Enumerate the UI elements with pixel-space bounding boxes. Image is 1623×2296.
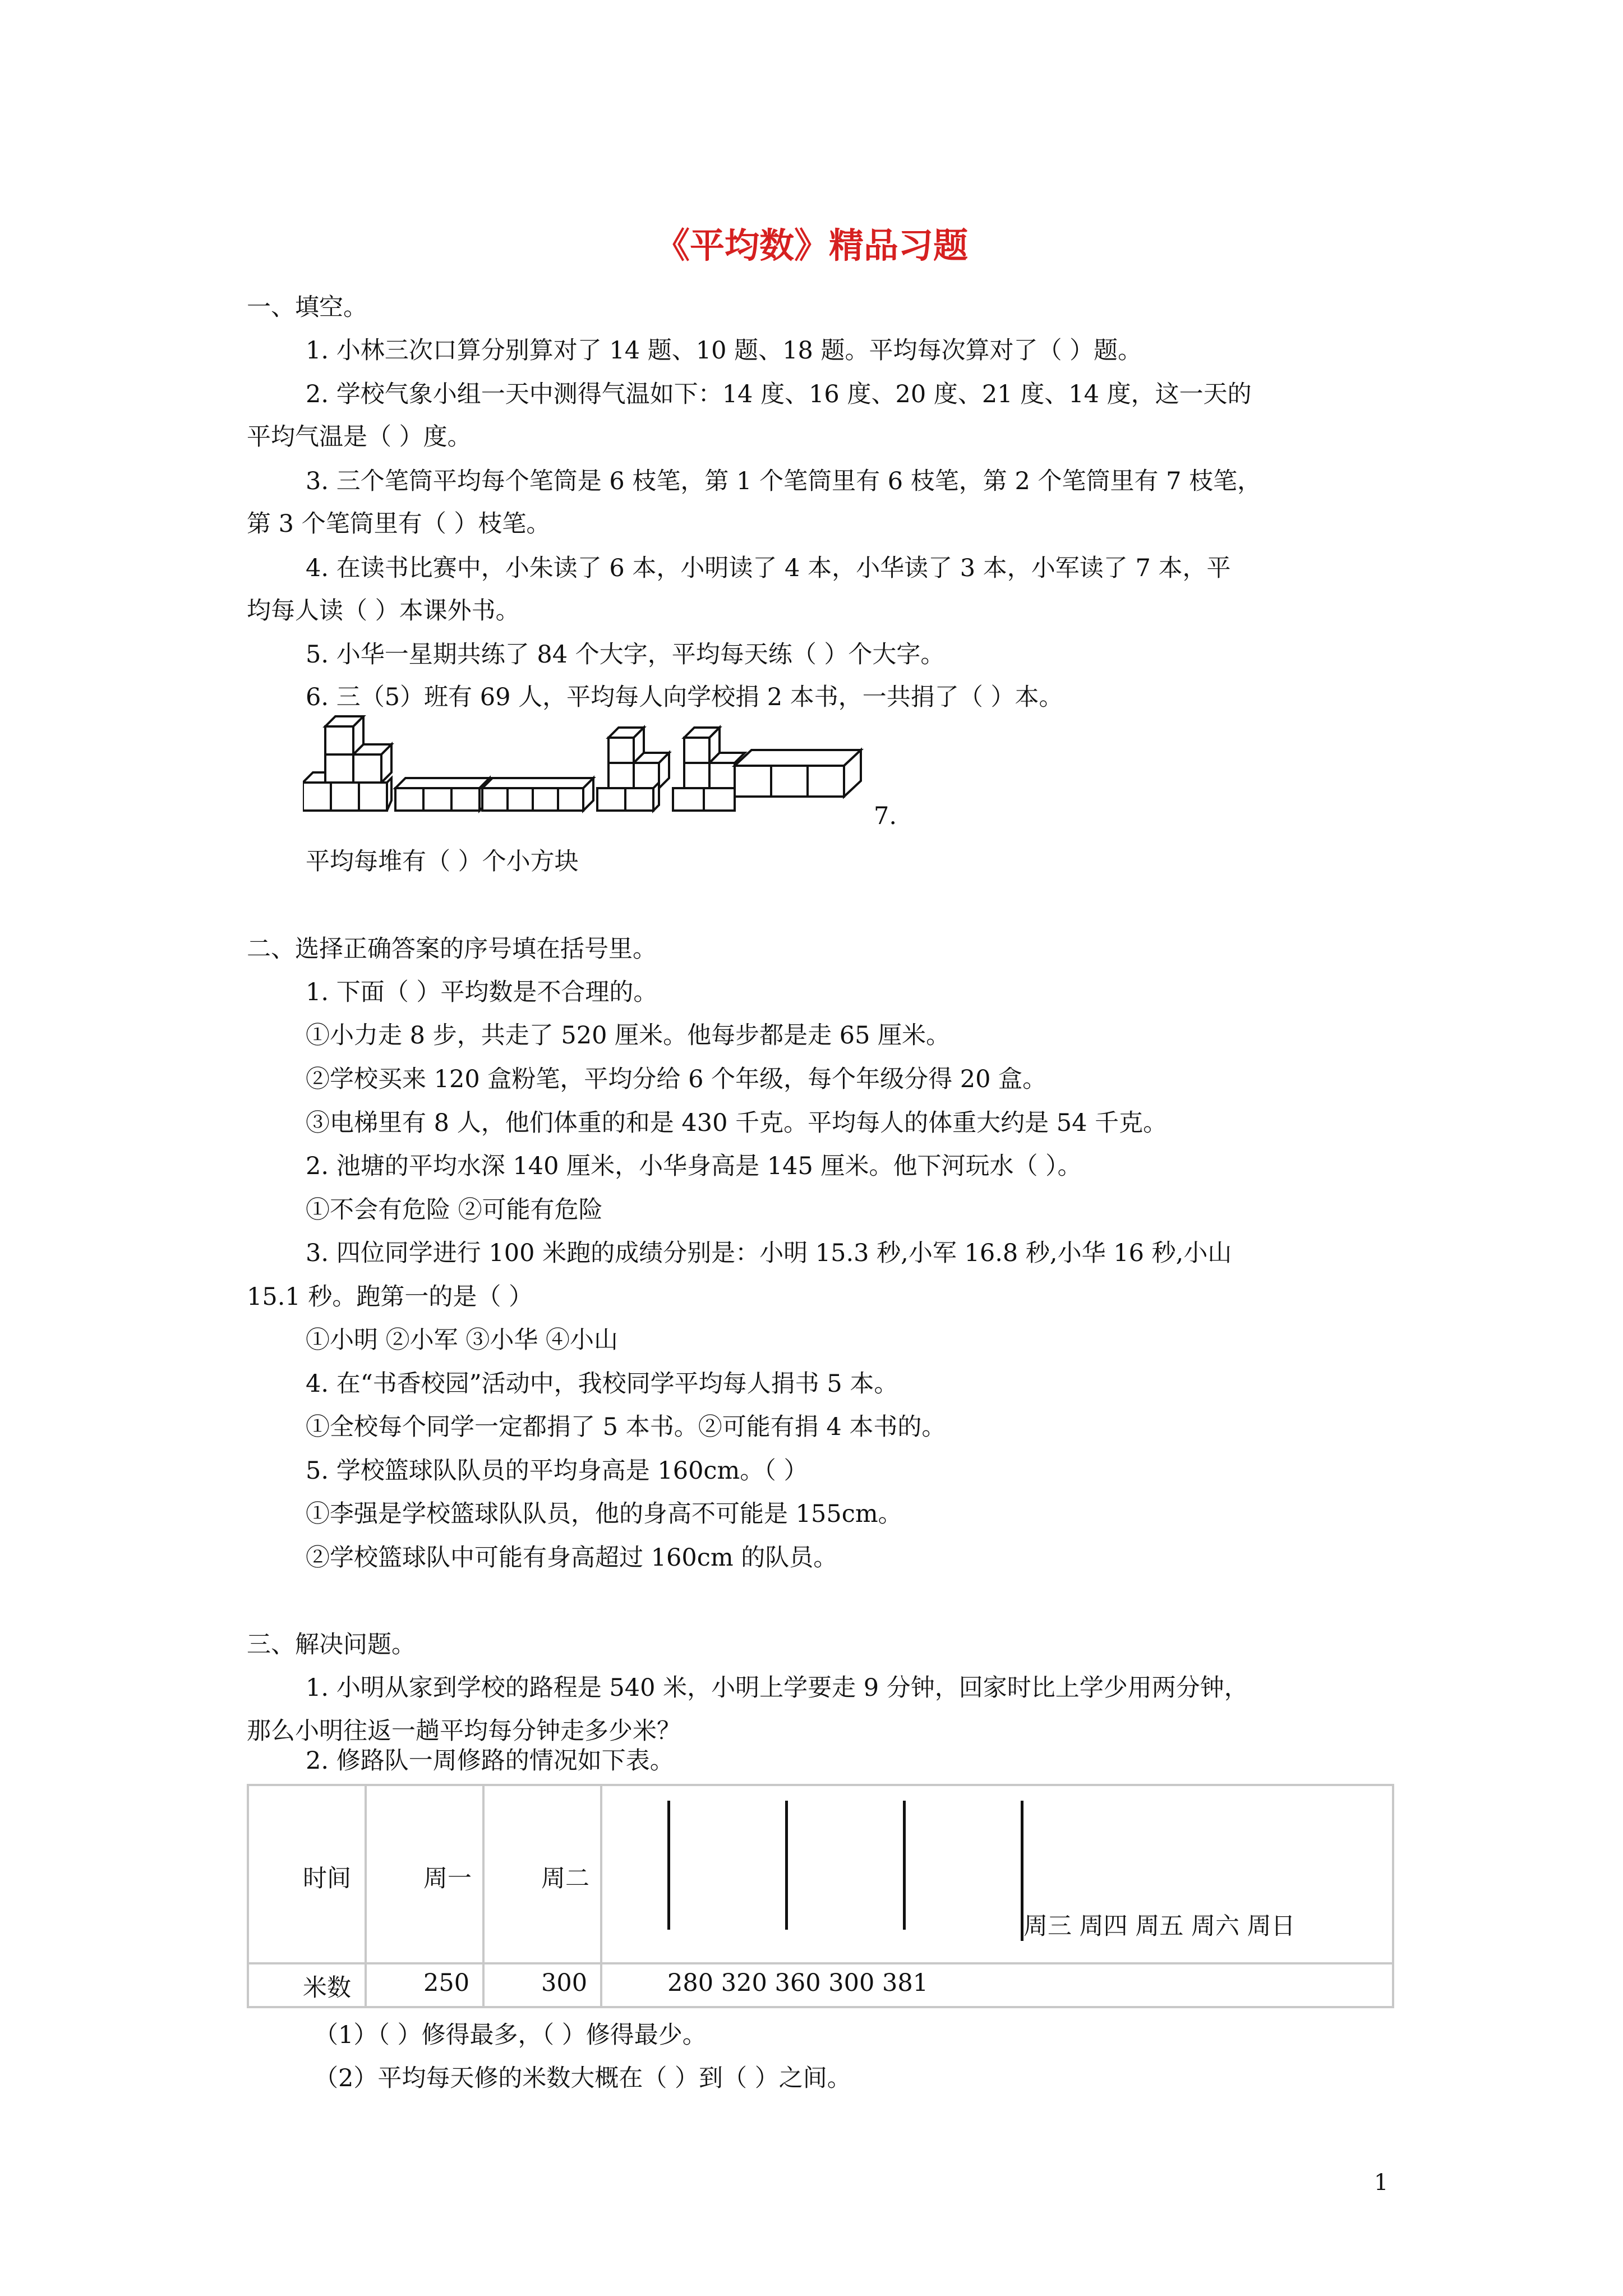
- road-repair-table: [247, 1784, 1394, 2008]
- q1-2-cont: 平均气温是（ ）度。: [247, 423, 472, 451]
- q2-4: 4. 在“书香校园”活动中，我校同学平均每人捐书 5 本。: [306, 1370, 898, 1398]
- q1-2: 2. 学校气象小组一天中测得气温如下：14 度、16 度、20 度、21 度、14 度，这一天的: [306, 380, 1252, 408]
- q2-1-opt1: ①小力走 8 步，共走了 520 厘米。他每步都是走 65 厘米。: [306, 1022, 951, 1050]
- q3-2-sub1: （1）（ ）修得最多，（ ）修得最少。: [314, 2021, 707, 2049]
- q2-1: 1. 下面（ ）平均数是不合理的。: [306, 978, 658, 1006]
- section3-heading: 三、解决问题。: [247, 1631, 416, 1659]
- table-divider: [600, 1784, 602, 2008]
- section2-heading: 二、选择正确答案的序号填在括号里。: [247, 935, 657, 963]
- page-number: 1: [1374, 2170, 1389, 2196]
- q1-4: 4. 在读书比赛中，小朱读了 6 本，小明读了 4 本，小华读了 3 本，小军读了 7 本，平: [306, 554, 1231, 582]
- table-row-divider: [247, 1962, 1394, 1964]
- table-header-wed-sun: 周三 周四 周五 周六 周日: [1023, 1912, 1295, 1940]
- table-header-mon: 周一: [423, 1865, 472, 1893]
- section1-heading: 一、填空。: [247, 293, 367, 321]
- q2-5-opt1: ①李强是学校篮球队队员，他的身高不可能是 155cm。: [306, 1500, 902, 1528]
- table-value-tue: 300: [541, 1969, 588, 1997]
- table-value-mon: 250: [423, 1969, 470, 1997]
- q1-3: 3. 三个笔筒平均每个笔筒是 6 枝笔，第 1 个笔筒里有 6 枝笔，第 2 个笔筒里有 7 枝笔，: [306, 467, 1262, 495]
- table-divider: [365, 1784, 367, 2008]
- table-vertical-stroke: [667, 1801, 670, 1930]
- q1-7-number: 7.: [874, 802, 897, 830]
- q2-3-opts: ①小明 ②小军 ③小华 ④小山: [306, 1326, 619, 1354]
- table-divider: [482, 1784, 485, 2008]
- cube-stacks-figure: [303, 715, 875, 839]
- q3-2-sub2: （2）平均每天修的米数大概在（ ）到（ ）之间。: [314, 2064, 851, 2092]
- q1-4-cont: 均每人读（ ）本课外书。: [247, 597, 520, 625]
- cube-group-1: [303, 716, 391, 811]
- q1-6: 6. 三（5）班有 69 人，平均每人向学校捐 2 本书，一共捐了（ ）本。: [306, 683, 1063, 711]
- cube-group-5: [673, 728, 861, 811]
- cube-group-3: [482, 778, 593, 811]
- table-header-time: 时间: [303, 1865, 351, 1893]
- q1-1: 1. 小林三次口算分别算对了 14 题、10 题、18 题。平均每次算对了（ ）题。: [306, 337, 1142, 365]
- q1-3-cont: 第 3 个笔筒里有（ ）枝笔。: [247, 510, 551, 538]
- table-header-tue: 周二: [541, 1865, 589, 1893]
- q2-2-opts: ①不会有危险 ②可能有危险: [306, 1196, 603, 1224]
- q2-3: 3. 四位同学进行 100 米跑的成绩分别是：小明 15.3 秒,小军 16.8 秒,小华 16 秒,小山: [306, 1239, 1232, 1267]
- cube-group-2: [395, 778, 490, 811]
- q3-2: 2. 修路队一周修路的情况如下表。: [306, 1747, 674, 1775]
- q3-1: 1. 小明从家到学校的路程是 540 米，小明上学要走 9 分钟，回家时比上学少用两分钟，: [306, 1674, 1248, 1702]
- q2-1-opt3: ③电梯里有 8 人，他们体重的和是 430 千克。平均每人的体重大约是 54 千克。: [306, 1109, 1168, 1137]
- q1-7-text: 平均每堆有（ ）个小方块: [306, 848, 579, 876]
- q2-2: 2. 池塘的平均水深 140 厘米，小华身高是 145 厘米。他下河玩水（ ）。: [306, 1152, 1082, 1180]
- q2-1-opt2: ②学校买来 120 盒粉笔，平均分给 6 个年级，每个年级分得 20 盒。: [306, 1065, 1047, 1093]
- page-title: 《平均数》精品习题: [654, 225, 968, 266]
- q3-1-cont: 那么小明往返一趟平均每分钟走多少米？: [247, 1717, 681, 1745]
- table-vertical-stroke: [903, 1801, 906, 1930]
- cube-group-4: [597, 728, 669, 811]
- q2-4-opts: ①全校每个同学一定都捐了 5 本书。②可能有捐 4 本书的。: [306, 1413, 946, 1441]
- table-values-wed-sun: 280 320 360 300 381: [667, 1969, 929, 1997]
- q2-5-opt2: ②学校篮球队中可能有身高超过 160cm 的队员。: [306, 1544, 838, 1572]
- table-label-meters: 米数: [303, 1974, 351, 2002]
- table-vertical-stroke: [785, 1801, 788, 1930]
- q1-5: 5. 小华一星期共练了 84 个大字，平均每天练（ ）个大字。: [306, 641, 945, 669]
- q2-3-cont: 15.1 秒。跑第一的是（ ）: [247, 1283, 533, 1311]
- q2-5: 5. 学校篮球队队员的平均身高是 160cm。（ ）: [306, 1457, 808, 1485]
